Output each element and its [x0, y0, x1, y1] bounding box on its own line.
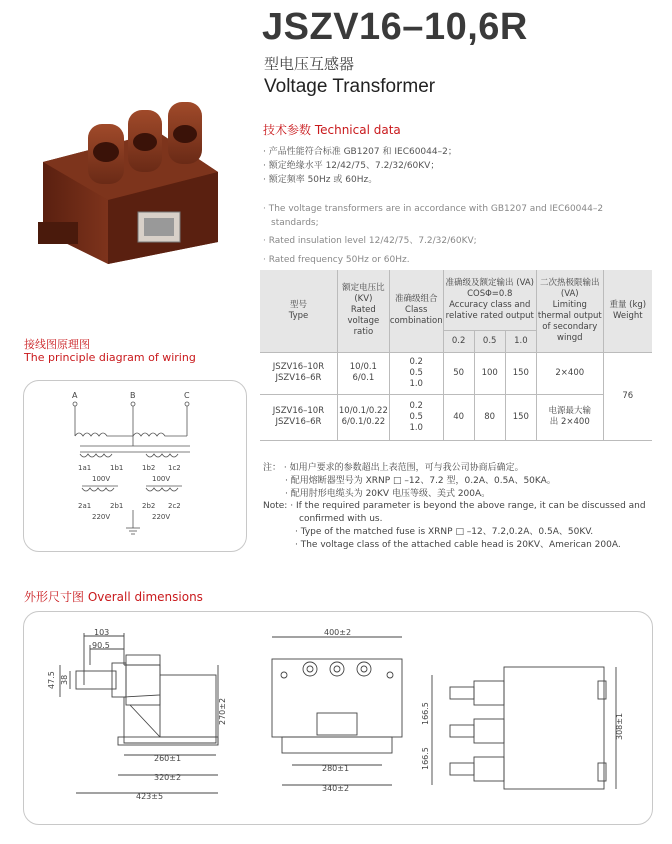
dim-label: 166.5 [421, 747, 430, 770]
header-acc-col: 0.5 [474, 330, 505, 352]
tech-en-line: · The voltage transformers are in accordance with GB1207 and IEC60044–2 [263, 204, 604, 214]
terminal-label: 2c2 [168, 502, 181, 510]
table-row [260, 352, 652, 394]
note-en-line: · The voltage class of the attached cable head is 20KV、American 200A. [295, 540, 621, 550]
dim-label: 38 [60, 674, 69, 685]
terminal-label: 2b1 [110, 502, 124, 510]
header-acc-col: 1.0 [505, 330, 536, 352]
cell-output: 150 [505, 394, 536, 440]
cell-output: 150 [505, 352, 536, 394]
notes-cn [263, 462, 556, 501]
voltage-label: 220V [152, 513, 171, 521]
cell-thermal: 2×400 [536, 352, 603, 394]
dimensions-heading: 外形尺寸图 Overall dimensions [24, 590, 203, 604]
side-view-drawing [40, 625, 240, 815]
table-row [260, 394, 652, 440]
header-accuracy: 准确级及额定输出 (VA) COSΦ=0.8 Accuracy class and relative rated output [443, 270, 536, 330]
note-en-line: confirmed with us. [299, 514, 383, 524]
wiring-diagram [60, 388, 210, 543]
cell-weight: 76 [603, 352, 652, 440]
technical-data-cn [263, 145, 457, 187]
product-photo [28, 92, 238, 267]
cell-output: 50 [443, 352, 474, 394]
terminal-label: 1c2 [168, 464, 181, 472]
note-cn-line: · 如用户要求的参数超出上表范围，可与我公司协商后确定。 [283, 463, 524, 473]
voltage-label: 220V [92, 513, 111, 521]
header-ratio: 额定电压比 (KV) Rated voltage ratio [337, 270, 389, 352]
technical-data-heading: 技术参数 Technical data [263, 123, 401, 137]
dim-label: 308±1 [615, 712, 624, 740]
note-cn-line: · 配用肘形电缆头为 20KV 电压等级、美式 200A。 [285, 489, 491, 499]
notes-en-label: Note: [263, 501, 288, 511]
note-en-line: · If the required parameter is beyond the above range, it can be discussed and [290, 501, 646, 511]
tech-cn-line: · 额定频率 50Hz 或 60Hz。 [263, 175, 378, 185]
dim-label: 400±2 [324, 628, 352, 637]
front-view-drawing [262, 625, 412, 815]
header-class: 准确级组合 Class combination [389, 270, 443, 352]
cell-type: JSZV16–10R JSZV16–6R [260, 352, 337, 394]
tech-cn-line: · 额定绝缘水平 12/42/75、7.2/32/60KV； [263, 161, 440, 171]
tech-en-line: · Rated frequency 50Hz or 60Hz. [263, 254, 410, 265]
dim-label: 270±2 [218, 697, 227, 725]
cell-type: JSZV16–10R JSZV16–6R [260, 394, 337, 440]
dim-label: 423±5 [136, 792, 164, 801]
voltage-label: 100V [152, 475, 171, 483]
wiring-heading-en: The principle diagram of wiring [24, 351, 196, 364]
wiring-heading-cn: 接线图原理图 [24, 338, 90, 351]
header-acc-col: 0.2 [443, 330, 474, 352]
tech-cn-line: · 产品性能符合标准 GB1207 和 IEC60044–2； [263, 147, 457, 157]
terminal-label: 1a1 [78, 464, 92, 472]
dim-label: 320±2 [154, 773, 182, 782]
dim-label: 340±2 [322, 784, 350, 793]
cell-output: 80 [474, 394, 505, 440]
notes-cn-label: 注： [263, 463, 282, 473]
product-subtitle-en: Voltage Transformer [264, 76, 436, 97]
cell-output: 100 [474, 352, 505, 394]
terminal-label: 1b2 [142, 464, 156, 472]
tech-en-line: standards; [271, 217, 319, 228]
header-type: 型号 Type [260, 270, 337, 352]
cell-ratio: 10/0.1 6/0.1 [337, 352, 389, 394]
cell-thermal: 电源最大输 出 2×400 [536, 394, 603, 440]
notes-en [263, 500, 646, 552]
dim-label: 103 [94, 628, 110, 637]
voltage-label: 100V [92, 475, 111, 483]
spec-table [260, 270, 652, 441]
product-model-title: JSZV16–10,6R [262, 6, 528, 48]
note-en-line: · Type of the matched fuse is XRNP □ –12、7.2,0.2A、0.5A、50KV. [295, 527, 594, 537]
header-thermal: 二次热极限输出 (VA) Limiting thermal output of secondary wingd [536, 270, 603, 352]
terminal-label: 1b1 [110, 464, 124, 472]
dim-label: 90.5 [92, 641, 110, 650]
dim-label: 47.5 [47, 671, 56, 689]
cell-class: 0.2 0.5 1.0 [389, 352, 443, 394]
cell-ratio: 10/0.1/0.22 6/0.1/0.22 [337, 394, 389, 440]
terminal-label: 2b2 [142, 502, 156, 510]
top-view-drawing [420, 645, 640, 795]
note-cn-line: · 配用熔断器型号为 XRNP □ –12、7.2 型，0.2A、0.5A、50KA。 [285, 476, 556, 486]
terminal-label: 2a1 [78, 502, 92, 510]
technical-data-en [263, 203, 603, 267]
dim-label: 166.5 [421, 702, 430, 725]
product-subtitle-cn: 型电压互感器 [264, 55, 355, 73]
dim-label: 260±1 [154, 754, 182, 763]
terminal-label: A [72, 391, 78, 400]
terminal-label: C [184, 391, 190, 400]
header-weight: 重量 (kg) Weight [603, 270, 652, 352]
terminal-label: B [130, 391, 136, 400]
cell-class: 0.2 0.5 1.0 [389, 394, 443, 440]
tech-en-line: · Rated insulation level 12/42/75、7.2/32/60KV; [263, 236, 477, 246]
dim-label: 280±1 [322, 764, 350, 773]
cell-output: 40 [443, 394, 474, 440]
